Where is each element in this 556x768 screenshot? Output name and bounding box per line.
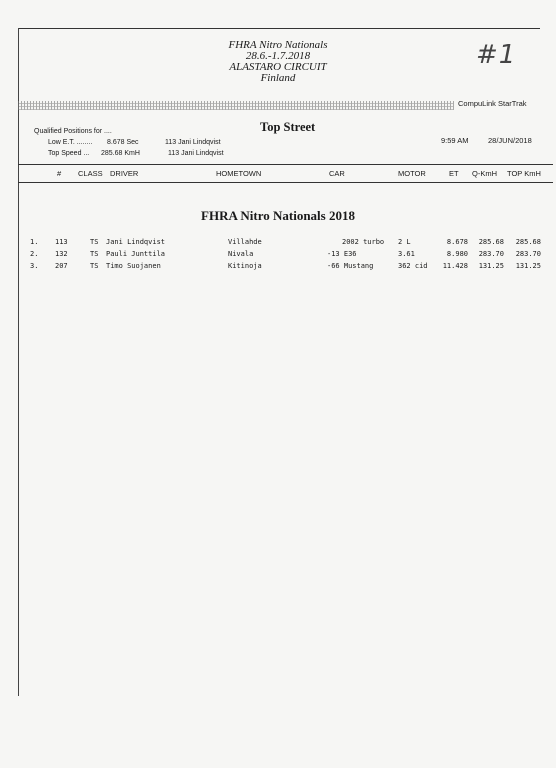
row-position: 1. (30, 238, 39, 246)
event-header (0, 40, 556, 84)
page-top-border (18, 28, 540, 29)
col-et: ET (449, 169, 459, 178)
col-car: CAR (329, 169, 345, 178)
row-hometown: Nivala (228, 250, 254, 258)
header-venue: ALASTARO CIRCUIT (229, 61, 327, 73)
column-header-bottom-rule (18, 182, 553, 183)
row-position: 3. (30, 262, 39, 270)
row-driver: Jani Lindqvist (106, 238, 166, 246)
low-et-value: 8.678 Sec (107, 139, 139, 146)
row-number: 207 (55, 262, 68, 270)
row-top-kmh: 131.25 (515, 262, 541, 270)
row-car: -13 E36 (327, 250, 357, 258)
report-time: 9:59 AM (441, 136, 469, 145)
row-number: 113 (55, 238, 68, 246)
col-motor: MOTOR (398, 169, 426, 178)
row-top-kmh: 283.70 (515, 250, 541, 258)
qualified-heading: Qualified Positions for .... (34, 128, 112, 135)
row-position: 2. (30, 250, 39, 258)
col-number: # (57, 169, 62, 178)
report-date: 28/JUN/2018 (488, 136, 532, 145)
row-q-kmh: 131.25 (478, 262, 504, 270)
row-q-kmh: 285.68 (478, 238, 504, 246)
header-country: Finland (260, 72, 296, 84)
row-car-detail: 2002 turbo (342, 238, 385, 246)
top-speed-label: Top Speed ... (48, 150, 90, 157)
row-class: TS (90, 238, 99, 246)
event-title: FHRA Nitro Nationals 2018 (201, 208, 355, 223)
header-event-name: FHRA Nitro Nationals (228, 39, 328, 51)
row-et: 8.980 (446, 250, 468, 258)
row-motor: 362 cid (398, 262, 428, 270)
col-q-kmh: Q-KmH (472, 169, 497, 178)
header-dates: 28.6.-1.7.2018 (245, 50, 311, 62)
col-top-kmh: TOP KmH (507, 169, 541, 178)
col-hometown: HOMETOWN (216, 169, 262, 178)
row-q-kmh: 283.70 (478, 250, 504, 258)
timing-system-label: CompuLink StarTrak (458, 99, 527, 108)
low-et-holder: 113 Jani Lindqvist (165, 139, 221, 146)
page-left-border (18, 28, 19, 696)
col-driver: DRIVER (110, 169, 139, 178)
row-motor: 3.61 (398, 250, 415, 258)
class-title: Top Street (260, 120, 316, 134)
row-et: 8.678 (446, 238, 468, 246)
row-driver: Pauli Junttila (106, 250, 166, 258)
row-car: -66 Mustang (327, 262, 374, 270)
low-et-label: Low E.T. ........ (48, 139, 93, 146)
dotted-separator (18, 101, 454, 110)
top-speed-holder: 113 Jani Lindqvist (168, 150, 224, 157)
row-motor: 2 L (398, 238, 411, 246)
row-class: TS (90, 250, 99, 258)
row-class: TS (90, 262, 99, 270)
col-class: CLASS (78, 169, 103, 178)
row-driver: Timo Suojanen (106, 262, 161, 270)
row-number: 132 (55, 250, 68, 258)
column-header-top-rule (18, 164, 553, 165)
row-hometown: Kitinoja (228, 262, 262, 270)
row-top-kmh: 285.68 (515, 238, 541, 246)
handwritten-annotation: #1 (476, 40, 517, 70)
row-et: 11.428 (442, 262, 468, 270)
top-speed-value: 285.68 KmH (101, 150, 140, 157)
row-hometown: Villahde (228, 238, 262, 246)
